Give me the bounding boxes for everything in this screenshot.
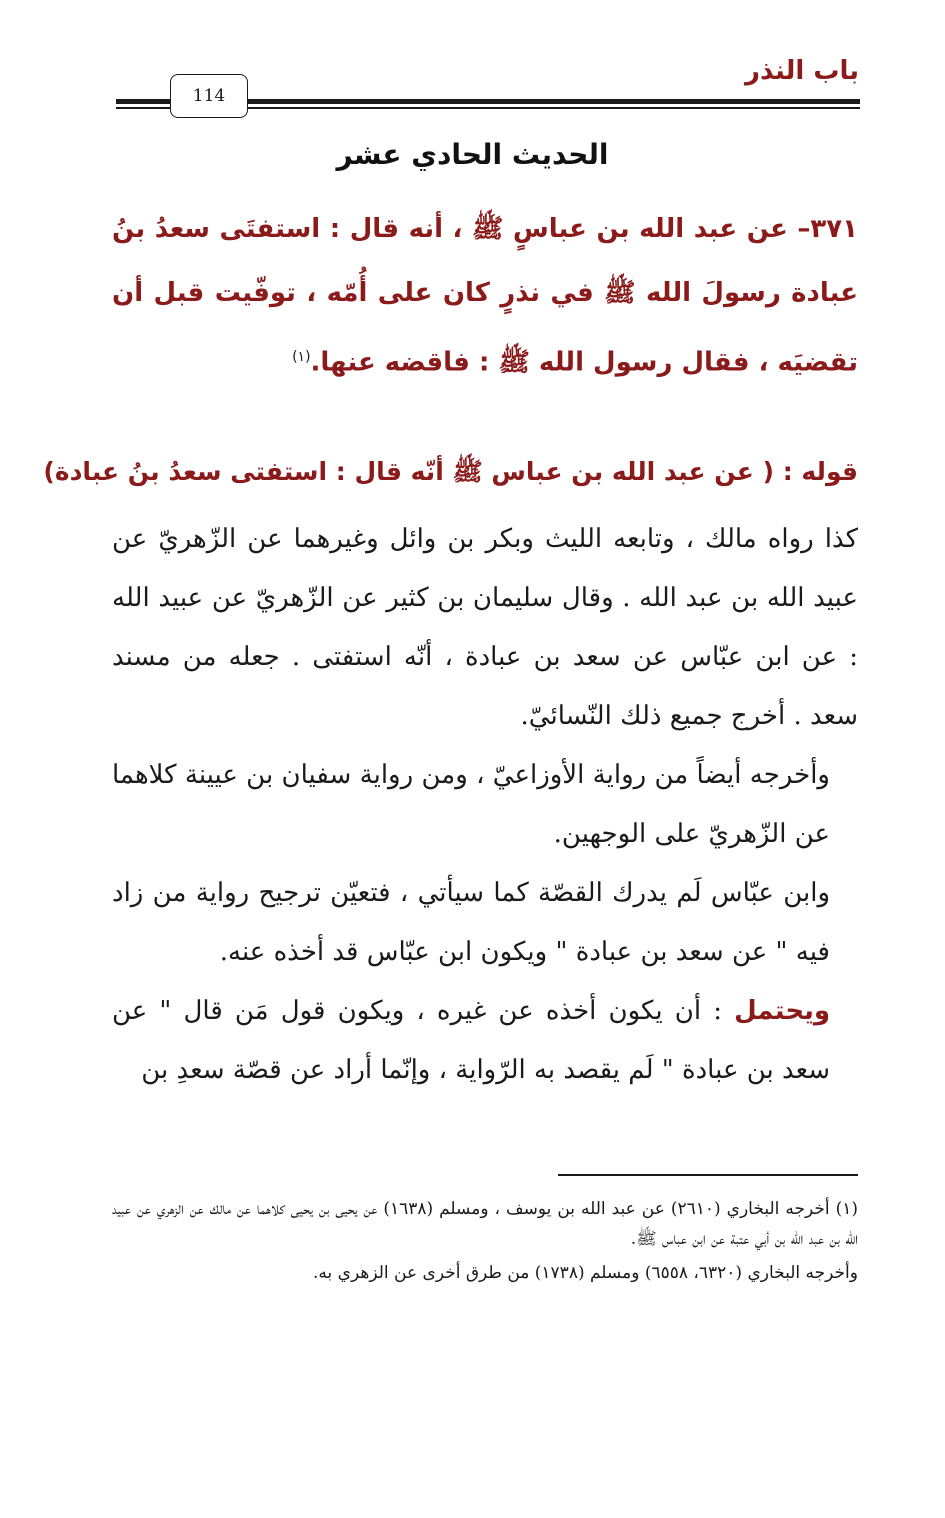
hadith-body: ٣٧١– عن عبد الله بن عباسٍ ﷺ ، أنه قال : استفتَى سعدُ بنُ عبادة رسولَ الله ﷺ في نذرٍ كان على أُمّه ، توفّيت قبل أن تقضيَه ، فقال رسول الله ﷺ : فاقضه عنها. xyxy=(112,214,858,378)
commentary-quote: قوله : ( عن عبد الله بن عباس ﷺ أنّه قال : استفتى سعدُ بنُ عبادة) xyxy=(43,457,858,486)
footnote-1: (١) أخرجه البخاري (٢٦١٠) عن عبد الله بن يوسف ، ومسلم (١٦٣٨) عن يحيى بن يحيى كلاهما عن مالك عن الزهري عن عبيد الله بن عبد الله بن أبي عتبة عن ابن عباس ﷺ. xyxy=(112,1199,858,1249)
page-number: 114 xyxy=(170,74,248,118)
chapter-title: باب النذر xyxy=(745,56,859,86)
commentary-paragraph: وابن عبّاس لَم يدرك القصّة كما سيأتي ، فتعيّن ترجيح رواية من زاد فيه " عن سعد بن عبادة " ويكون ابن عبّاس قد أخذه عنه. xyxy=(112,878,830,967)
commentary-paragraph: كذا رواه مالك ، وتابعه الليث وبكر بن وائل وغيرهما عن الزّهريّ عن عبيد الله بن عبد الله . وقال سليمان بن كثير عن الزّهريّ عن عبيد الله : عن ابن عبّاس عن سعد بن عبادة ، أنّه استفتى . جعله من مسند سعد . أخرج جميع ذلك النّسائيّ. xyxy=(112,524,858,731)
footnote-marker[interactable]: (١) xyxy=(292,349,311,365)
commentary-paragraph: وأخرجه أيضاً من رواية الأوزاعيّ ، ومن رواية سفيان بن عيينة كلاهما عن الزّهريّ على الوجهين. xyxy=(112,760,830,849)
footnotes xyxy=(112,1194,858,1292)
footnote-continuation: وأخرجه البخاري (٦٣٢٠، ٦٥٥٨) ومسلم (١٧٣٨) من طرق أخرى عن الزهري به. xyxy=(313,1263,858,1283)
paragraph-text: : أن يكون أخذه عن غيره ، ويكون قول مَن قال " عن سعد بن عبادة " لَم يقصد به الرّواية ، وإنّما أراد عن قصّة سعدِ بن xyxy=(112,996,830,1085)
commentary-paragraph xyxy=(112,982,858,1100)
commentary-body xyxy=(112,510,858,1100)
hadith-text xyxy=(112,197,858,395)
section-heading: الحديث الحادي عشر xyxy=(336,138,609,171)
footnote-separator xyxy=(558,1174,858,1176)
highlight-keyword: ويحتمل xyxy=(734,996,830,1026)
